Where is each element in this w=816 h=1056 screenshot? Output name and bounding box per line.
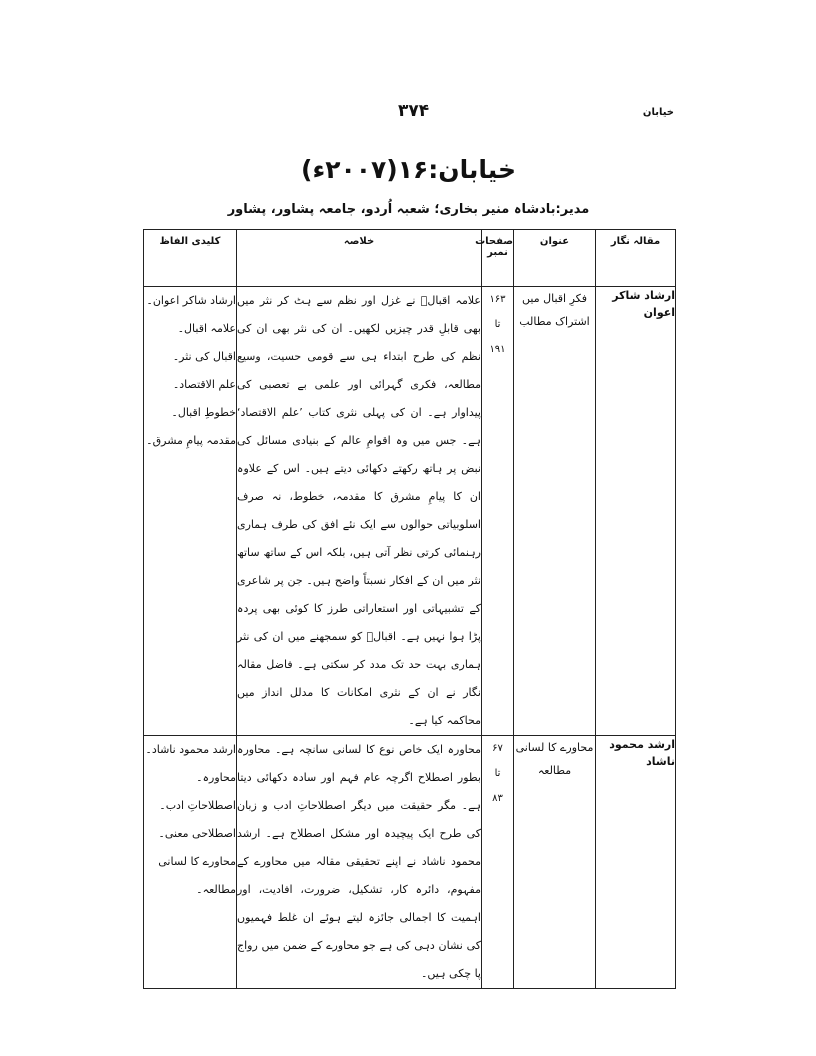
keyword: مطالعہ۔ <box>196 883 236 896</box>
row-author: ارشاد شاکر اعوان <box>596 287 676 736</box>
row-keywords <box>144 736 237 989</box>
row-pages <box>482 736 514 989</box>
row-abstract: علامہ اقبالؒ نے غزل اور نظم سے ہٹ کر نثر میں بھی قابلِ قدر چیزیں لکھیں۔ ان کی نثر بھی ان کی نظم کی طرح ابتداء ہی سے قومی حسیت، وسیع مطالعہ، فکری گہرائی اور علمی بے تعصبی کی پیداوار ہے۔ ان کی پہلی نثری کتاب ’علم الاقتصاد‘ ہے۔ جس میں وہ اقوامِ عالم کے بنیادی مسائل کی نبض پر ہاتھ رکھتے دکھائی دیتے ہیں۔ اس کے علاوہ ان کا پیامِ مشرق کا مقدمہ، خطوط، نہ صرف اسلوبیاتی حوالوں سے ایک نئے افق کی طرف ہماری رہنمائی کرتی نظر آتی ہیں، بلکہ اس کے ساتھ ساتھ نثر میں ان کے افکار نسبتاً واضح ہیں۔ جن پر شاعری کے تشبیہاتی اور استعاراتی طرز کا کوئی بھی پردہ پڑا ہوا نہیں ہے۔ اقبالؒ کو سمجھنے میں ان کی نثر ہماری بہت حد تک مدد کر سکتی ہے۔ فاضل مقالہ نگار نے ان کے نثری امکانات کا مدلل انداز میں محاکمہ کیا ہے۔ <box>237 287 482 736</box>
page-number: ۳۷۴ <box>398 101 430 121</box>
header-abstract: خلاصہ <box>237 230 482 287</box>
running-title: خیابان <box>642 107 674 118</box>
keyword: مقدمہ پیامِ مشرق۔ <box>146 434 236 447</box>
page-end: ۱۹۱ <box>489 344 506 355</box>
articles-table <box>143 229 676 989</box>
keyword: اقبال کی نثر۔ <box>172 350 236 363</box>
table-row <box>144 287 676 736</box>
header-keywords: کلیدی الفاظ <box>144 230 237 287</box>
editor-line: مدیر:بادشاہ منیر بخاری؛ شعبہ اُردو، جامعہ پشاور، پشاور <box>227 202 590 217</box>
page-range-word: تا <box>494 768 501 779</box>
keyword: محاورے کا لسانی <box>158 855 236 868</box>
running-head <box>143 101 674 129</box>
table-header-row <box>144 230 676 287</box>
header-title: عنوان <box>514 230 596 287</box>
journal-title: خیابان:۱۶(۲۰۰۷ء) <box>301 155 516 184</box>
page-start: ۶۷ <box>492 743 503 754</box>
row-abstract: محاورہ ایک خاص نوع کا لسانی سانچہ ہے۔ محاورہ بطور اصطلاح اگرچہ عام فہم اور سادہ دکھائی دیتا ہے۔ مگر حقیقت میں دیگر اصطلاحاتِ ادب و زبان کی طرح ایک پیچیدہ اور مشکل اصطلاح ہے۔ ارشد محمود ناشاد نے اپنے تحقیقی مقالہ میں محاورے کے مفہوم، دائرہ کار، تشکیل، ضرورت، افادیت، اور اہمیت کا اجمالی جائزہ لیتے ہوئے ان غلط فہمیوں کی نشان دہی کی ہے جو محاورے کے ضمن میں رواج پا چکی ہیں۔ <box>237 736 482 989</box>
row-title: فکرِ اقبال میں اشتراک مطالب <box>514 287 596 736</box>
row-keywords <box>144 287 237 736</box>
keyword: ارشد محمود ناشاد۔ <box>145 743 236 756</box>
row-pages <box>482 287 514 736</box>
keyword: اصطلاحی معنی۔ <box>158 827 236 840</box>
row-title: محاورے کا لسانی مطالعہ <box>514 736 596 989</box>
header-pages: صفحات نمبر <box>482 230 514 287</box>
keyword: اصطلاحاتِ ادب۔ <box>159 799 236 812</box>
page-start: ۱۶۳ <box>489 294 506 305</box>
keyword: علم الاقتصاد۔ <box>172 378 236 391</box>
header-author: مقالہ نگار <box>596 230 676 287</box>
keyword: محاورہ۔ <box>196 771 236 784</box>
keyword: علامہ اقبال۔ <box>177 322 236 335</box>
page-end: ۸۳ <box>492 793 503 804</box>
keyword: ارشاد شاکر اعوان۔ <box>146 294 236 307</box>
table-row <box>144 736 676 989</box>
row-author: ارشد محمود ناشاد <box>596 736 676 989</box>
page-range-word: تا <box>494 319 501 330</box>
keyword: خطوطِ اقبال۔ <box>171 406 236 419</box>
